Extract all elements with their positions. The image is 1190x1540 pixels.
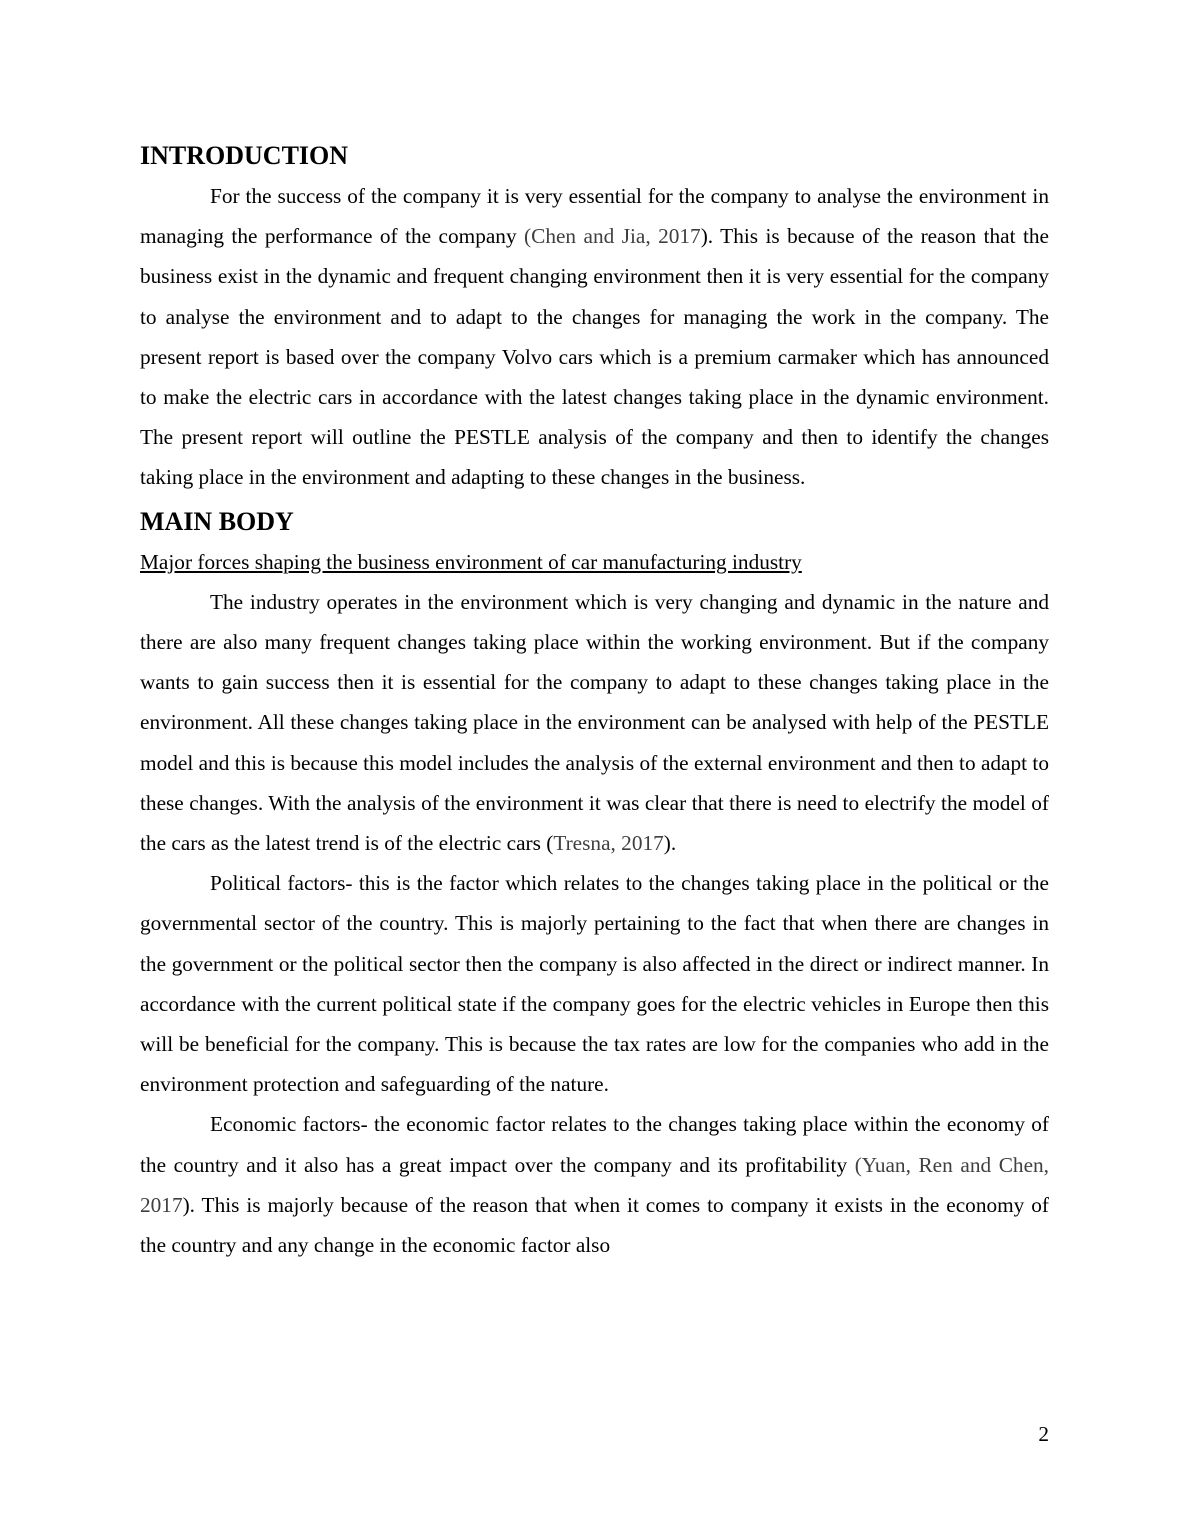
- industry-text-a: The industry operates in the environment which is very changing and dynamic in the nature and there are also many frequent changes taking place within the working environment. But if the company wants to gain success then it is essential for the company to adapt to these changes taking place in the environment. All these changes taking place in the environment can be analysed with help of the PESTLE model and this is because this model includes the analysis of the external environment and then to adapt to these changes. With the analysis of the environment it was clear that there is need to electrify the model of the cars as the latest trend is of the electric cars (: [140, 589, 1049, 856]
- citation-tresna: Tresna, 2017: [553, 831, 664, 856]
- introduction-heading: INTRODUCTION: [140, 141, 349, 170]
- economic-factors-paragraph: [140, 1104, 1049, 1265]
- citation-yuan-ren-chen: (Yuan, Ren and Chen, 2017: [140, 1152, 1049, 1217]
- political-factors-paragraph: Political factors- this is the factor which relates to the changes taking place in the political or the governmental sector of the country. This is majorly pertaining to the fact that when there are changes in the government or the political sector then the company is also affected in the direct or indirect manner. In accordance with the current political state if the company goes for the electric vehicles in Europe then this will be beneficial for the company. This is because the tax rates are low for the companies who add in the environment protection and safeguarding of the nature.: [140, 871, 1049, 1097]
- industry-text-b: ).: [663, 831, 677, 856]
- main-body-heading: MAIN BODY: [140, 506, 294, 536]
- introduction-text-b: ). This is because of the reason that the business exist in the dynamic and frequent changing environment then it is very essential for the company to analyse the environment and to adapt to the changes for managing the work in the company. The present report is based over the company Volvo cars which is a premium carmaker which has announced to make the electric cars in accordance with the latest changes taking place in the dynamic environment. The present report will outline the PESTLE analysis of the company and then to identify the changes taking place in the environment and adapting to these changes in the business.: [140, 224, 1049, 490]
- introduction-paragraph: [140, 176, 1049, 498]
- page-number: 2: [1038, 1422, 1049, 1446]
- economic-text-b: ). This is majorly because of the reason that when it comes to company it exists in the economy of the country and any change in the economic factor also: [140, 1192, 1049, 1258]
- economic-text-a: Economic factors- the economic factor relates to the changes taking place within the economy of the country and it also has a great impact over the company and its profitability: [140, 1112, 1049, 1177]
- citation-chen-jia: (Chen and Jia, 2017: [524, 224, 701, 249]
- document-page: [140, 136, 1049, 1265]
- introduction-text-a: For the success of the company it is very essential for the company to analyse the environment in managing the performance of the company: [140, 184, 1049, 249]
- industry-paragraph: [140, 582, 1049, 863]
- major-forces-subheading: Major forces shaping the business environment of car manufacturing industry: [140, 549, 802, 574]
